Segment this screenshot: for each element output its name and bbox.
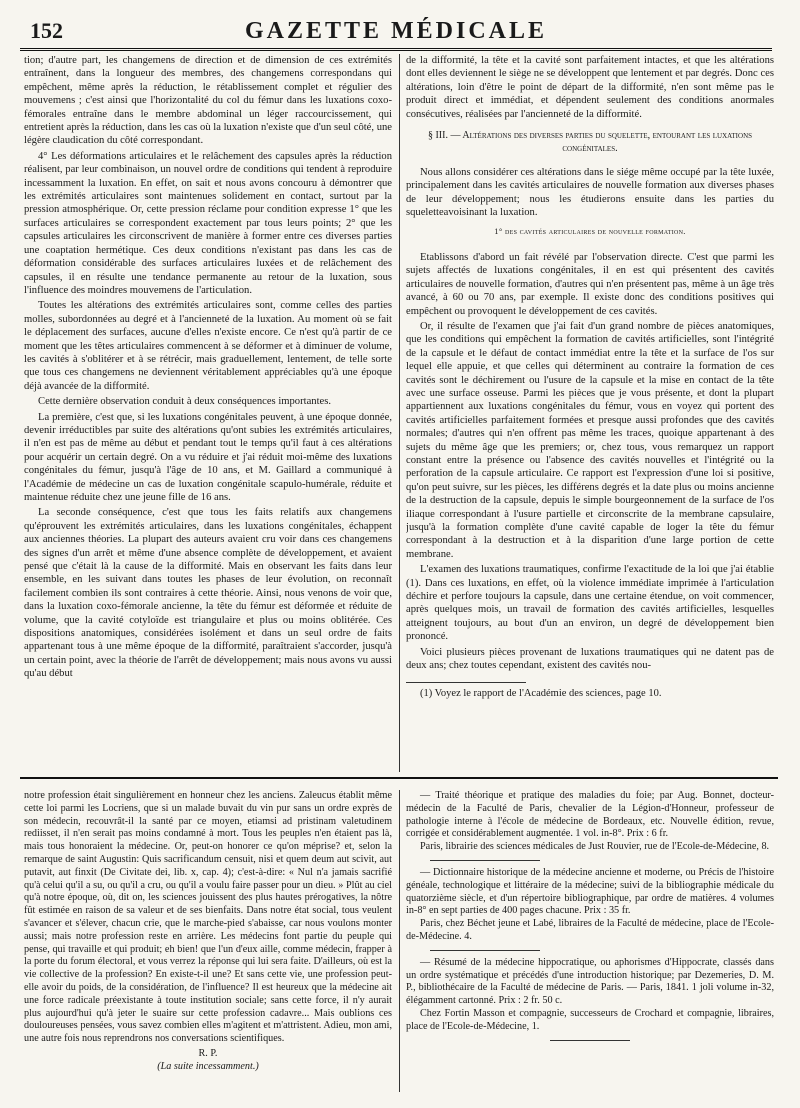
signature: R. P. bbox=[198, 1047, 218, 1059]
book-publisher: Paris, chez Béchet jeune et Labé, libraires de la Faculté de médecine, place de l'Ecole-de-Médecine. 4. bbox=[406, 918, 774, 942]
column-divider bbox=[399, 54, 400, 772]
left-column bbox=[24, 54, 392, 766]
feuilleton-column bbox=[24, 790, 392, 1108]
paragraph: Cette dernière observation conduit à deux conséquences importantes. bbox=[38, 396, 331, 408]
end-rule bbox=[550, 1040, 630, 1041]
paragraph: tion; d'autre part, les changemens de direction et de dimension de ces extrémités entraînent, dans la longueur des membres, des changemens correspondans qui empêchent, même après la réduction, le rétablissement complet et régulier des mouvemens ; c'est ainsi que l'horizontalité du col du fémur dans les luxations coxo-fémorales entraîne dans le membre abdominal un léger raccourcissement, qui entretient après la réduction, dans les cas où la luxation n'existe que d'un seul côté, une légère claudication du côté correspondant. bbox=[24, 55, 392, 147]
book-notices-column bbox=[406, 790, 774, 1108]
continuation-note: (La suite incessamment.) bbox=[157, 1060, 259, 1072]
notice-separator bbox=[430, 860, 540, 861]
page-header bbox=[20, 8, 772, 51]
notice-separator bbox=[430, 950, 540, 951]
paragraph: Nous allons considérer ces altérations dans le siége même occupé par la tête luxée, principalement dans les cavités articulaires de nouvelle formation aux diverses phases de leur développement; nous les étudierons ensuite dans les parties du squeletteavoisinant la luxation. bbox=[406, 166, 774, 219]
paragraph: La seconde conséquence, c'est que tous les faits relatifs aux changemens qu'éprouvent les extrémités articulaires, dans les luxations congénitales, échappent aux anciennes théories. La plupart des auteurs avaient cru voir dans ces changemens des signes d'un arrêt et même d'une absence complète de développement, et avaient pensé que c'était là la cause de la difformité. Mais en observant les faits dans leur ensemble, en les suivant dans toutes les phases de leur évolution, on reconnaît facilement combien ils sont contraires à cette théorie. Ainsi, nous venons de voir que, dans la luxation coxo-fémorale ancienne, la tête du fémur est déformée et réduite de volume, que la cavité cotyloïde est triangulaire et plus ou moins oblitérée. Ces dispositions anatomiques, considérées isolément et dans un seul ordre de faits appartenant tous à une même époque de la difformité, paraîtraient s'accorder, jusqu'à un certain point, avec la théorie de l'arrêt de développement; mais nous avons vu aussi qu'au début bbox=[24, 507, 392, 680]
paragraph: Toutes les altérations des extrémités articulaires sont, comme celles des parties molles, subordonnées au degré et à l'ancienneté de la luxation. Au moment où se fait le déplacement des surfaces, aucune d'elles n'existe encore. Ce n'est qu'à partir de ce moment que les têtes articulaires commencent à se déformer et à diminuer de volume, les cavités à s'oblitérer et à se rétrécir, mais graduellement, lentement, de telle sorte que tous ces changemens ne deviennent véritablement appréciables qu'à une époque déjà avancée de la difformité. bbox=[24, 300, 392, 392]
paragraph: Etablissons d'abord un fait révélé par l'observation directe. C'est que parmi les sujets affectés de luxations congénitales, il en est qui présentent des cavités articulaires de nouvelle formation, d'autres qui n'en présentent pas, même à un âge très avancé, à 60 ou 70 ans, par exemple. Il existe donc des conditions positives qui empêchent ou provoquent le développement de ces cavités. bbox=[406, 251, 774, 317]
paragraph: de la difformité, la tête et la cavité sont parfaitement intactes, et que les altérations dont elles deviennent le siège ne se développent que lentement et par degrés. Donc ces altérations, loin d'être le point de départ de la difformité, n'en sont même pas le produit direct et immédiat, et dépendent seulement des conditions anormales consécutives, réalisées par l'ancienneté de la difformité. bbox=[406, 55, 774, 120]
book-entry: — Dictionnaire historique de la médecine ancienne et moderne, ou Précis de l'histoire généale, technologique et littéraire de la médecine; suivi de la bibliographie médicale du quatorzième siècle, et d'un répertoire bibliographique, par ordre de matières. 4 volumes in-8° en sept parties de 400 pages chacune. Prix : 35 fr. bbox=[406, 866, 774, 917]
right-column bbox=[406, 54, 774, 766]
paragraph: 4° Les déformations articulaires et le relâchement des capsules après la réduction réalisent, par leur combinaison, un nouvel ordre de conditions qui tendent à reproduire incessamment la luxation. En effet, on sait et nous avons concouru à démontrer que les extrémités articulaires sont maintenues solidement en contact, surtout par la pression atmosphérique. Or, cette pression réclame pour condition expresse 1° que les surfaces articulaires se correspondent exactement par tous leurs points; 2° que les capsules articulaires les circonscrivent de manière à former entre ces diverses parties une coaptation hermétique. Ces deux conditions n'existant pas dans les cas de déformation considérable des surfaces articulaires luxées et de relâchement des capsules, il en résulte une tendance permanente au retour de la luxation, sous l'influence des moindres mouvemens de l'articulation. bbox=[24, 150, 392, 296]
page-number: 152 bbox=[30, 18, 63, 43]
feuilleton-text: notre profession était singulièrement en honneur chez les anciens. Zaleucus établit même cette loi parmi les Locriens, que si un malade buvait du vin pur sans un ordre exprès de son médecin, recouvrât-il la santé par ce moyen, etiamsi ad pristinam valetudinem rediisset, il n'en serait pas moins condamné à mort. Tous les peuples n'en étaient pas là, mais tous honoraient la médecine. Or, peut-on honorer ce qu'on méprise? et, selon la remarque de saint Augustin: Quis sacrificandum censuit, nisi et quem deum aut scivit, aut putavit, aut finxit (De Civitate dei, lib. x, cap. 4); c'est-à-dire: « Nul n'a jamais sacrifié qu'à celui qu'il a su, ou qu'il a cru, ou qu'il a voulu faire passer pour un dieu. » Plût au ciel qu'à notre époque, où, dit on, les sciences jouissent des plus hautes prérogatives, la nôtre fût estimée en raison de sa valeur et de ses bienfaits. Dans notre état social, tous veulent s'avancer et s'élever, chacun crie, que le marche-pied s'abaisse, car nous voulons monter aussi; mais notre profession reste en arrière. Les médecins font partie du peuple qui pense, qui travaille et qui produit; eh bien! que l'un d'eux aille, comme médecin, frapper à la porte du forum électoral, et vous verrez la réponse qui lui sera faite. D'ailleurs, où est la vie collective de la profession? En existe-t-il une? Et sans cette vie, une profession peut-elle avoir du poids, de la considération, de l'influence? Il est heureux que la médecine ait une force radicale préexistante à toute institution sociale; sans cette force, il n'y aurait plus aujourd'hui qu'à jeter le suaire sur cette profession cadavre... Mais oublions ces douloureuses pensées, vous savez combien elles m'agitent et m'attristent. Adieu, mon ami, une autre fois nous reprendrons nos conversations scientifiques. bbox=[24, 790, 392, 1045]
paragraph: L'examen des luxations traumatiques, confirme l'exactitude de la loi que j'ai établie (1). Dans ces luxations, en effet, où la violence immédiate imprimée à l'articulation déchire et perfore toujours la capsule, dans une certaine étendue, on voit commencer, après quelques mois, un travail de formation des cavités artificielles, lesquelles atteignent toujours, au bout d'un an environ, un degré de développement bien prononcé. bbox=[406, 564, 774, 643]
footnote-rule bbox=[406, 682, 526, 683]
feuilleton-rule bbox=[20, 777, 778, 779]
masthead-title: GAZETTE MÉDICALE bbox=[244, 18, 548, 44]
paragraph: Voici plusieurs pièces provenant de luxations traumatiques qui ne datent pas de deux ans; chez toutes cependant, existent des cavités nou- bbox=[406, 646, 774, 672]
section-heading: § III. — Altérations des diverses parties du squelette, entourant les luxations congénitales. bbox=[427, 130, 753, 155]
book-entry: — Traité théorique et pratique des maladies du foie; par Aug. Bonnet, docteur-médecin de la Faculté de Paris, chevalier de la Légion-d'Honneur, professeur de pathologie interne à l'école de médecine de Bordeaux, etc. Nouvelle édition, revue, corrigée et considérablement augmentée. 1 vol. in-8°. Prix : 6 fr. bbox=[406, 790, 774, 840]
paragraph: Or, il résulte de l'examen que j'ai fait d'un grand nombre de pièces anatomiques, que les conditions qui empêchent la formation de cavités artificielles, sont l'intégrité de la capsule et le défaut de contact immédiat entre la tête et la surface de l'os sur lequel elle appuie, et que celles qui déterminent au contraire la formation de ces cavités sont le déchirement ou l'usure de la capsule et la mise en contact de la tête avec une surface osseuse. Parmi les pièces que je vous présente, et dont la plupart appartiennent aux luxations congénitales du fémur, vous en voyez qui portent des cavités artificielles parfaitement formées et presque aussi profondes que des cavités normales; d'autres qui n'en offrent pas même les traces, quoique appartenant à des sujets du même âge que les premiers; or, chez tous, vous remarquez un rapport constant entre la présence ou l'absence des cavités nouvelles et l'intégrité ou la perforation de la capsule articulaire. Ce rapport est l'expression d'une loi si positive, qu'on peut suivre, sur les pièces, les différens degrés et la date plus ou moins ancienne de la destruction de la capsule, depuis le simple bourgeonnement de la surface de l'os iliaque correspondant à l'usure partielle et circonscrite de la membrane capsulaire, jusqu'à la formation complète d'une cavité capable de loger la tête du fémur correspondant à la destruction et à la disparition d'une large portion de cette membrane. bbox=[406, 320, 774, 560]
column-divider bbox=[399, 790, 400, 1092]
book-publisher: Paris, librairie des sciences médicales de Just Rouvier, rue de l'Ecole-de-Médecine, 8. bbox=[420, 841, 770, 853]
book-notice bbox=[406, 957, 774, 1034]
paragraph: La première, c'est que, si les luxations congénitales peuvent, à une époque donnée, devenir irréductibles par suite des altérations qu'ont subies les extrémités articulaires, il n'en est pas de même au début et pendant tout le temps qu'il faut à ces altérations pour acquérir un certain degré. On a vu réduire et j'ai réduit moi-même des luxations congénitales du fémur, jusqu'à l'âge de 10 ans, et M. Gaillard a communiqué à l'Académie de médecine un cas de luxation congénitale scapulo-humérale, réduite et maintenue réduite chez une jeune fille de 16 ans. bbox=[24, 411, 392, 503]
book-publisher: Chez Fortin Masson et compagnie, successeurs de Crochard et compagnie, libraires, place de l'Ecole-de-Médecine, 1. bbox=[406, 1007, 774, 1032]
subsection-heading: 1° des cavités articulaires de nouvelle formation. bbox=[494, 226, 686, 237]
book-entry: — Résumé de la médecine hippocratique, ou aphorismes d'Hippocrate, classés dans un ordre systématique et précédés d'une introduction historique; par Dezemeries, D. M. P., bibliothécaire de la Faculté de médecine de Paris. — Paris, 1841. 1 joli volume in-32, élégamment cartonné. Prix : 2 fr. 50 c. bbox=[406, 956, 774, 1007]
book-notice bbox=[406, 790, 774, 854]
footnote: (1) Voyez le rapport de l'Académie des sciences, page 10. bbox=[420, 688, 662, 700]
book-notice bbox=[406, 867, 774, 944]
